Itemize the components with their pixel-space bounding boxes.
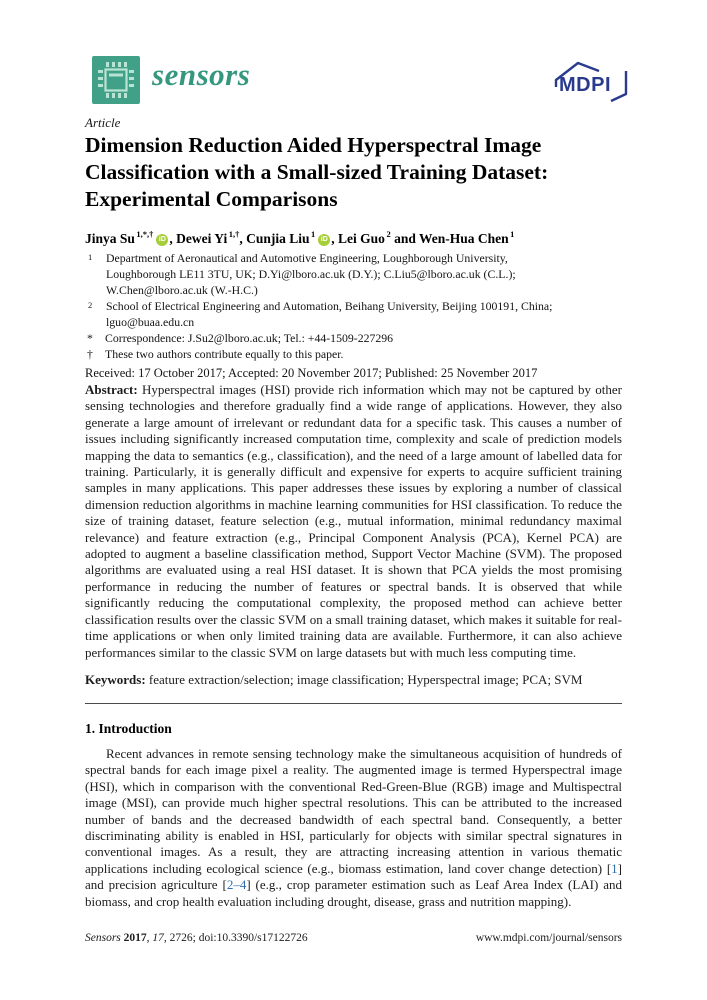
chip-icon (92, 91, 140, 108)
citation-link-2-4[interactable]: 2–4 (226, 877, 247, 893)
affiliation-text (106, 250, 516, 298)
orcid-icon[interactable]: iD (318, 234, 330, 246)
correspondence-item (85, 330, 622, 346)
abstract-label: Abstract: (85, 382, 138, 397)
section-heading-introduction: 1. Introduction (85, 721, 172, 736)
affiliation-line: School of Electrical Engineering and Automation, Beihang University, Beijing 100191, China; (106, 299, 553, 313)
author-affil-marks: 1,† (228, 229, 240, 239)
footer-sep: , (146, 932, 153, 944)
author-affil-marks: 1,*,† (136, 229, 154, 239)
author (338, 231, 419, 246)
correspondence-text (105, 330, 393, 346)
correspondence-line: Correspondence: J.Su2@lboro.ac.uk; Tel.: +44-1509-227296 (105, 331, 394, 345)
footer-doi: , 2726; doi:10.3390/s17122726 (163, 932, 308, 944)
footer-year: 2017 (123, 932, 147, 944)
author-line (85, 229, 622, 247)
author (419, 231, 514, 246)
article-type-label: Article (85, 115, 121, 130)
affiliation-text (106, 298, 552, 330)
author-separator: , (169, 230, 177, 246)
footer-citation (85, 932, 308, 944)
author (246, 231, 338, 246)
author-name: Jinya Su (85, 230, 135, 246)
keywords-label: Keywords: (85, 672, 146, 687)
author (176, 231, 246, 246)
equal-contribution-item (85, 346, 622, 362)
paragraph-text: ] (e.g., crop parameter estimation such as Leaf Area Index (LAI) and biomass, and crop health evaluation including drought, disease, grass and nutrition mapping). (85, 877, 622, 909)
equal-contribution-text (105, 346, 344, 362)
author-name: Lei Guo (338, 230, 385, 246)
svg-text:MDPI: MDPI (559, 74, 611, 96)
affiliation-line: W.Chen@lboro.ac.uk (W.-H.C.) (106, 283, 258, 297)
author-separator: and (390, 230, 419, 246)
author-separator: , (331, 230, 339, 246)
keywords-text: feature extraction/selection; image classification; Hyperspectral image; PCA; SVM (145, 672, 583, 687)
orcid-icon[interactable]: iD (156, 234, 168, 246)
author-name: Cunjia Liu (246, 230, 310, 246)
paragraph-text: Recent advances in remote sensing technology make the simultaneous acquisition of hundreds of spectral bands for each image pixel a reality. The augmented image is termed Hyperspectral image (HSI), which in comparison with the conventional Red-Green-Blue (RGB) image and Multispectral image (MSI), can provide much higher spectral resolutions. This can be attributed to the increased number of bands and the decreased bandwidth of each spectral band. Consequently, a better discriminating ability is enabled in HSI, particularly for objects with similar spectral signatures in conventional images. As a result, they are attracting increasing attention in various thematic applications including ecological science (e.g., biomass estimation, land cover change detection) [ (85, 746, 622, 876)
author-separator: , (239, 230, 247, 246)
affiliation-line: lguo@buaa.edu.cn (106, 315, 195, 329)
abstract-text: Hyperspectral images (HSI) provide rich information which may not be captured by other sensing technologies and therefore gradually find a wide range of applications. However, they also generate a large amount of irrelevant or redundant data for a specific task. This causes a number of issues including significantly increased computation time, complexity and scale of prediction models mapping the data to semantics (e.g., classification), and the need of a large amount of labelled data for training. Particularly, it is generally difficult and expensive for experts to acquire sufficient training samples in many applications. This paper addresses these issues by exploring a number of classical dimension reduction algorithms in machine learning communities for HSI classification. To reduce the size of training dataset, feature selection (e.g., mutual information, minimal redundancy maximal relevance) and feature extraction (e.g., Principal Component Analysis (PCA), Kernel PCA) are adopted to augment a baseline classification method, Support Vector Machine (SVM). The proposed algorithms are evaluated using a real HSI dataset. It is shown that PCA yields the most promising performance in reducing the number of features or spectral bands. It is observed that while significantly reducing the computational complexity, the proposed method can achieve better classification results over the classic SVM on a small training dataset, which makes it suitable for real-time applications or when only limited training data are available. Furthermore, it can also achieve performances similar to the classic SVM on large datasets but with much less computing time. (85, 382, 622, 660)
footer-journal-url[interactable]: www.mdpi.com/journal/sensors (475, 932, 622, 944)
affiliation-line: Department of Aeronautical and Automotive Engineering, Loughborough University, (106, 251, 508, 265)
page-footer (85, 932, 622, 944)
author (85, 231, 176, 246)
paper-title: Dimension Reduction Aided Hyperspectral Image Classification with a Small-sized Training Dataset: Experimental Comparisons (85, 133, 549, 211)
affiliation-marker: 2 (88, 300, 93, 310)
keywords (85, 672, 622, 688)
section-divider (85, 703, 622, 704)
affiliation-marker: 1 (88, 252, 93, 262)
introduction-paragraph (85, 746, 622, 910)
author-name: Wen-Hua Chen (418, 230, 509, 246)
publication-dates: Received: 17 October 2017; Accepted: 20 November 2017; Published: 25 November 2017 (85, 366, 538, 380)
paragraph-text: ] and precision agriculture [ (85, 860, 622, 893)
author-affil-marks: 1 (311, 229, 316, 239)
affiliation-line: Loughborough LE11 3TU, UK; D.Yi@lboro.ac.uk (D.Y.); C.Liu5@lboro.ac.uk (C.L.); (106, 267, 516, 281)
footer-volume: 17 (152, 932, 164, 944)
equal-contribution-line: These two authors contribute equally to this paper. (105, 347, 344, 361)
mdpi-logo (550, 58, 632, 109)
sensors-chip-logo (92, 56, 140, 104)
author-name: Dewei Yi (176, 230, 228, 246)
citation-link-1[interactable]: 1 (611, 860, 618, 876)
abstract (85, 382, 622, 661)
journal-name: sensors (152, 57, 251, 92)
affiliation-item (85, 250, 622, 298)
affiliations (85, 250, 622, 362)
correspondence-marker: * (87, 331, 93, 345)
dagger-marker: † (87, 347, 93, 361)
affiliation-item (85, 298, 622, 330)
author-affil-marks: 1 (510, 229, 515, 239)
footer-journal: Sensors (85, 932, 121, 944)
author-affil-marks: 2 (386, 229, 391, 239)
